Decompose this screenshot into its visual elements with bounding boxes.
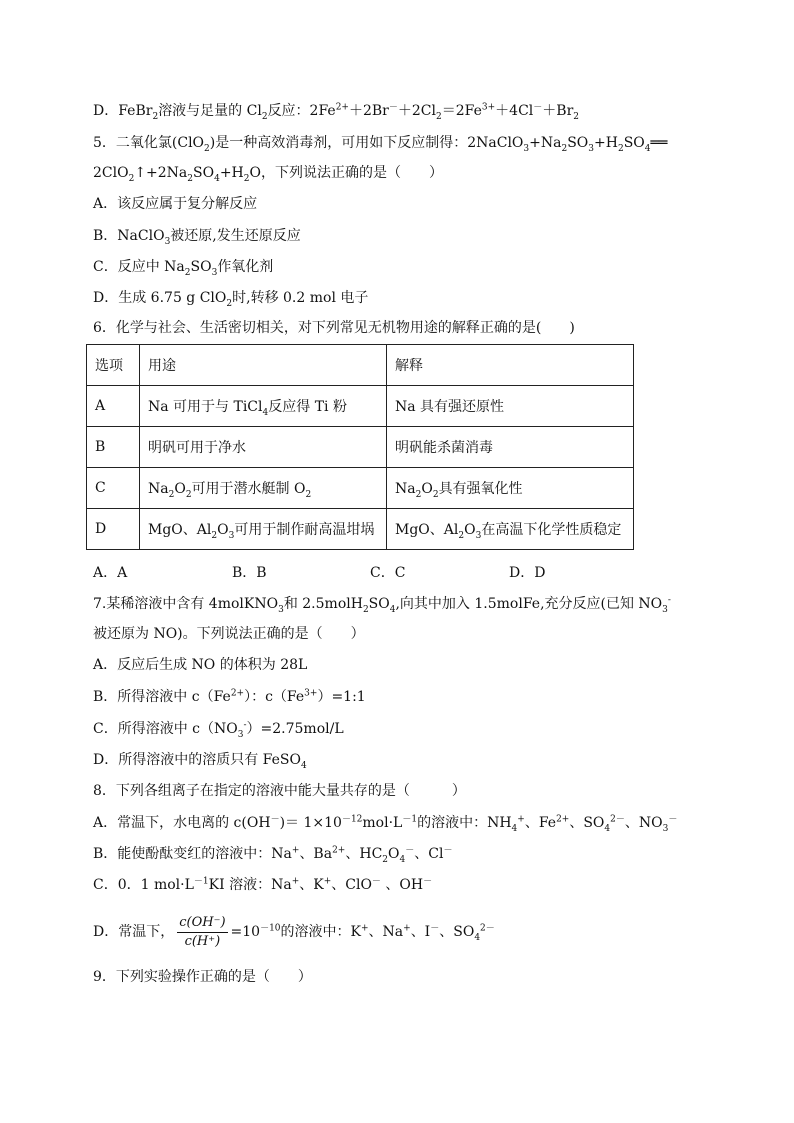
table-cell: MgO、$Al_2O_3$可用于制作耐高温坩埚	[140, 509, 387, 550]
table-cell: A	[87, 386, 140, 427]
q4-option-d: D．FeBr$_2$溶液与足量的 $Cl_2$反应：$2Fe^{2+}+2Br^-+2Cl_2=2Fe^{3+}+4Cl^-+Br_2$	[93, 102, 579, 122]
q5-stem-line1: 5．二氧化氯(ClO$_2$)是一种高效消毒剂，可用如下反应制得：$2NaClO_3+Na_2SO_3+H_2SO_4══$	[93, 135, 668, 154]
table-cell: $Na_2O_2$具有强氧化性	[387, 468, 634, 509]
q6-choice-a: A．A	[93, 565, 128, 581]
q8-option-d: D．常温下， $\frac{c(OH^-)}{c(H^+)}$ $=10^{-10}$的溶液中：K+、Na+、I－、$SO_4^{2-}$	[93, 914, 495, 949]
table-row	[87, 468, 634, 509]
table-cell: $Na_2O_2$可用于潜水艇制 $O_2$	[140, 468, 387, 509]
table-cell: D	[87, 509, 140, 550]
q6-table	[86, 344, 634, 550]
q8-option-a: A．常温下，水电离的 $c(OH^-)= 1\times 10^{-12}mol\cdot L^{-1}$的溶液中：$NH_4^+$、$Fe^{2+}$、$SO_4^{2-}$、$NO_3^-$	[93, 814, 678, 834]
q8-stem: 8．下列各组离子在指定的溶液中能大量共存的是（ ）	[93, 783, 466, 799]
table-cell: MgO、$Al_2O_3$在高温下化学性质稳定	[387, 509, 634, 550]
q7-option-b: B．所得溶液中 $c(Fe^{2+})$：$c(Fe^{3+})=1:1$	[93, 688, 366, 705]
table-row	[87, 427, 634, 468]
table-header-cell: 解释	[387, 345, 634, 386]
q5-option-b: B．NaClO$_3$被还原,发生还原反应	[93, 228, 301, 247]
table-cell: 明矾可用于净水	[140, 427, 387, 468]
q6-choice-d: D．D	[509, 565, 546, 581]
table-header-cell: 用途	[140, 345, 387, 386]
q7-option-d: D．所得溶液中的溶质只有 FeSO$_4$	[93, 752, 307, 771]
q7-stem-line1: 7.某稀溶液中含有 4molKNO$_3$和 $2.5molH_2SO_4$,向其中加入 1.5molFe,充分反应(已知 $NO_3^-$	[93, 595, 671, 615]
q8-option-c: C．0．1 $mol\cdot L^{-1}KI$ 溶液：Na+、K+、ClO－ 、OH－	[93, 876, 433, 893]
table-row	[87, 509, 634, 550]
table-cell: 明矾能杀菌消毒	[387, 427, 634, 468]
q5-option-a: A．该反应属于复分解反应	[93, 196, 258, 212]
q5-stem-line2: $2ClO_2↑+2Na_2SO_4+H_2O$，下列说法正确的是（ ）	[93, 165, 443, 184]
ratio-fraction	[177, 915, 227, 950]
q5-option-c: C．反应中 $Na_2SO_3$作氧化剂	[93, 259, 274, 278]
table-cell: B	[87, 427, 140, 468]
table-cell: Na 具有强还原性	[387, 386, 634, 427]
table-cell: C	[87, 468, 140, 509]
fraction-numerator: c(OH⁻)	[177, 915, 227, 933]
table-cell: Na 可用于与 TiCl$_4$反应得 Ti 粉	[140, 386, 387, 427]
table-header-row	[87, 345, 634, 386]
table-row	[87, 386, 634, 427]
q8-option-b: B．能使酚酞变红的溶液中：Na+、$Ba^{2+}$、$HC_2O_4^-$、Cl－	[93, 845, 453, 865]
q7-option-c: C．所得溶液中 $c(NO_3^-)=2.75mol/L$	[93, 720, 344, 740]
q7-stem-line2: 被还原为 NO)。下列说法正确的是（ ）	[93, 626, 365, 642]
q6-choice-c: C．C	[370, 565, 406, 581]
table-header-cell: 选项	[87, 345, 140, 386]
q9-stem: 9．下列实验操作正确的是（ ）	[93, 969, 312, 985]
q6-stem: 6．化学与社会、生活密切相关，对下列常见无机物用途的解释正确的是( )	[93, 320, 575, 336]
q5-option-d: D．生成 6.75 g ClO$_2$时,转移 0.2 mol 电子	[93, 290, 369, 309]
q7-option-a: A．反应后生成 NO 的体积为 28L	[93, 657, 308, 673]
fraction-denominator: c(H⁺)	[184, 933, 221, 949]
q6-choice-b: B．B	[232, 565, 267, 581]
